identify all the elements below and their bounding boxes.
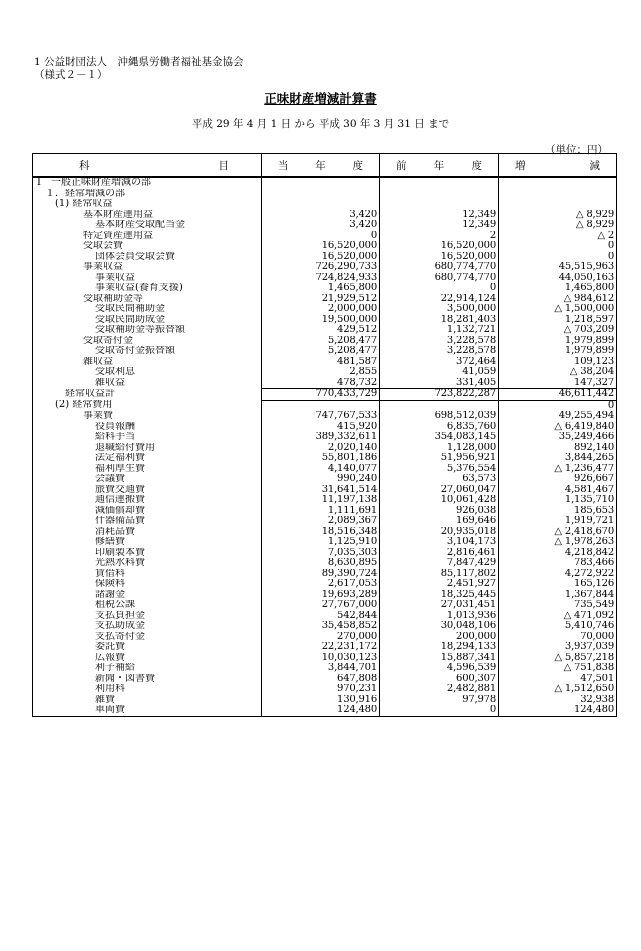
table-row [33,210,617,221]
row-current-value: 7,035,303 [262,548,380,559]
row-previous-value: 3,500,000 [380,304,499,315]
header-previous-2: 年 [433,159,445,172]
table-row [33,389,617,401]
row-current-value: 5,208,477 [262,336,380,347]
row-previous-value: 7,847,429 [380,558,499,569]
row-current-value: 0 [262,231,380,242]
statement-table [32,153,617,717]
row-previous-value: 18,281,403 [380,315,499,326]
table-row [33,642,617,653]
row-current-value: 27,767,000 [262,600,380,611]
row-current-value: 31,641,514 [262,485,380,496]
row-label: 役員報酬 [33,422,262,433]
row-previous-value: 3,228,578 [380,336,499,347]
row-current-value: 22,231,172 [262,642,380,653]
row-change-value: 1,919,721 [499,516,617,527]
table-row [33,432,617,443]
table-row [33,558,617,569]
row-change-value: △ 8,929 [499,220,617,231]
row-label: １．経常増減の部 [33,189,262,200]
header-change [499,154,617,178]
row-current-value: 270,000 [262,632,380,643]
row-previous-value [380,189,499,200]
row-current-value: 478,732 [262,378,380,389]
row-label: 広報費 [33,653,262,664]
table-row [33,663,617,674]
row-change-value: △ 984,612 [499,294,617,305]
row-previous-value: 20,935,018 [380,527,499,538]
table-row [33,516,617,527]
row-label: 修繕費 [33,537,262,548]
row-previous-value: 85,117,802 [380,569,499,580]
row-previous-value: 22,914,124 [380,294,499,305]
row-current-value: 970,231 [262,684,380,695]
row-previous-value: 169,646 [380,516,499,527]
row-previous-value: 723,822,287 [380,389,499,401]
row-label: 事業収益 [33,273,262,284]
row-label: 経常収益計 [33,389,262,401]
row-change-value [499,199,617,210]
row-label: 利用料 [33,684,262,695]
row-previous-value: 354,083,145 [380,432,499,443]
row-change-value: 1,979,899 [499,336,617,347]
table-row [33,357,617,368]
row-change-value: 0 [499,241,617,252]
row-label: (1) 経常収益 [33,199,262,210]
row-previous-value: 12,349 [380,210,499,221]
form-number: （様式２－１） [34,69,108,81]
row-label: 車両費 [33,705,262,716]
table-row [33,378,617,389]
row-previous-value: 2,451,927 [380,579,499,590]
row-label: 福利厚生費 [33,464,262,475]
header-current-2: 年 [315,159,326,172]
row-previous-value: 12,349 [380,220,499,231]
row-previous-value: 3,228,578 [380,346,499,357]
row-change-value: 3,937,039 [499,642,617,653]
row-label: 受取寄付金 [33,336,262,347]
row-current-value [262,199,380,210]
header-previous-3: 度 [471,159,482,172]
row-previous-value: 0 [380,705,499,716]
row-change-value: 1,367,844 [499,590,617,601]
row-current-value: 35,458,852 [262,621,380,632]
row-current-value: 415,920 [262,422,380,433]
row-current-value: 647,808 [262,674,380,685]
table-row [33,453,617,464]
row-label: 特定資産運用益 [33,231,262,242]
row-label: 新聞・図書費 [33,674,262,685]
header-previous-year [380,154,499,178]
row-change-value: 1,979,899 [499,346,617,357]
row-previous-value: 4,596,539 [380,663,499,674]
table-row [33,579,617,590]
table-row [33,705,617,716]
header-change-2: 減 [589,159,600,172]
header-item [33,154,262,178]
row-change-value: 783,466 [499,558,617,569]
table-row [33,283,617,294]
row-change-value: △ 2 [499,231,617,242]
row-previous-value: 331,405 [380,378,499,389]
table-row [33,548,617,559]
row-current-value: 18,516,348 [262,527,380,538]
header-previous-1: 前 [396,159,407,172]
row-label: 雑費 [33,695,262,706]
table-row [33,653,617,664]
row-label: 受取民間補助金 [33,304,262,315]
row-change-value: 185,653 [499,506,617,517]
table-row [33,695,617,706]
row-previous-value: 2,816,461 [380,548,499,559]
document-title-text: 正味財産増減計算書 [264,91,377,106]
row-current-value: 19,500,000 [262,315,380,326]
document-title [0,89,641,107]
row-current-value: 10,030,123 [262,653,380,664]
row-change-value: △ 1,500,000 [499,304,617,315]
row-previous-value: 18,294,133 [380,642,499,653]
row-current-value: 8,630,895 [262,558,380,569]
row-change-value: 49,255,494 [499,411,617,422]
row-current-value: 55,801,186 [262,453,380,464]
table-row [33,464,617,475]
unit-label: （単位：円） [545,144,608,156]
table-row [33,315,617,326]
table-row [33,262,617,273]
row-current-value [262,189,380,200]
table-row [33,367,617,378]
row-previous-value: 41,059 [380,367,499,378]
row-current-value: 2,855 [262,367,380,378]
table-row [33,474,617,485]
table-header-row [33,154,617,178]
table-row [33,569,617,580]
row-change-value: 926,667 [499,474,617,485]
row-label: 雑収益 [33,357,262,368]
row-change-value: 70,000 [499,632,617,643]
table-row [33,495,617,506]
row-change-value: 35,249,466 [499,432,617,443]
row-change-value: 47,501 [499,674,617,685]
table-row [33,189,617,200]
row-previous-value: 16,520,000 [380,241,499,252]
row-previous-value: 18,325,445 [380,590,499,601]
table-row [33,443,617,454]
row-current-value: 3,844,701 [262,663,380,674]
table-row [33,537,617,548]
row-change-value: 1,465,800 [499,283,617,294]
row-label: 支払寄付金 [33,632,262,643]
row-label: 基本財産受取配当金 [33,220,262,231]
table-row [33,273,617,284]
row-label: 受取民間助成金 [33,315,262,326]
row-current-value: 2,000,000 [262,304,380,315]
row-change-value: △ 1,512,650 [499,684,617,695]
row-current-value: 542,844 [262,611,380,622]
table-row [33,485,617,496]
row-label: (2) 経常費用 [33,400,262,411]
row-change-value: △ 2,418,670 [499,527,617,538]
row-change-value: 1,218,597 [499,315,617,326]
row-change-value: △ 38,204 [499,367,617,378]
row-change-value: △ 5,857,218 [499,653,617,664]
table-row [33,674,617,685]
row-current-value: 3,420 [262,220,380,231]
row-current-value: 1,111,691 [262,506,380,517]
header-item-b: 目 [218,159,229,172]
table-row [33,304,617,315]
row-current-value: 2,617,053 [262,579,380,590]
row-previous-value: 926,038 [380,506,499,517]
row-previous-value: 3,104,173 [380,537,499,548]
row-label: 支払負担金 [33,611,262,622]
fiscal-period: 平成 29 年 4 月 1 日 から 平成 30 年 3 月 31 日 まで [191,118,450,130]
row-current-value: 481,587 [262,357,380,368]
row-previous-value: 16,520,000 [380,252,499,263]
row-change-value: △ 6,419,840 [499,422,617,433]
row-label: 諸謝金 [33,590,262,601]
row-current-value: 724,824,933 [262,273,380,284]
row-change-value: 735,549 [499,600,617,611]
row-current-value: 2,020,140 [262,443,380,454]
row-current-value: 1,465,800 [262,283,380,294]
row-label: 賃借料 [33,569,262,580]
row-change-value: △ 703,209 [499,325,617,336]
row-current-value: 990,240 [262,474,380,485]
row-label: 保険料 [33,579,262,590]
row-previous-value: 97,978 [380,695,499,706]
row-previous-value: 372,464 [380,357,499,368]
table-row [33,611,617,622]
row-change-value: 109,123 [499,357,617,368]
row-change-value: 46,611,442 [499,389,617,401]
table-row [33,422,617,433]
row-current-value: 89,390,724 [262,569,380,580]
row-change-value: △ 471,092 [499,611,617,622]
row-label: 事業収益(養育支援) [33,283,262,294]
table-row [33,231,617,242]
row-previous-value: 1,128,000 [380,443,499,454]
row-change-value: 165,126 [499,579,617,590]
row-label: 委託費 [33,642,262,653]
row-label: 印刷製本費 [33,548,262,559]
row-current-value [262,177,380,189]
row-change-value: △ 751,838 [499,663,617,674]
row-previous-value: 680,774,770 [380,262,499,273]
row-label: 退職給付費用 [33,443,262,454]
table-body [33,177,617,716]
row-label: 通信運搬費 [33,495,262,506]
row-current-value: 5,208,477 [262,346,380,357]
row-change-value: 0 [499,252,617,263]
row-previous-value: 0 [380,283,499,294]
row-previous-value: 27,060,047 [380,485,499,496]
row-previous-value: 51,956,921 [380,453,499,464]
row-previous-value: 600,307 [380,674,499,685]
table-row [33,241,617,252]
row-label: 事業収益 [33,262,262,273]
row-current-value: 130,916 [262,695,380,706]
row-current-value: 2,089,367 [262,516,380,527]
row-label: 会議費 [33,474,262,485]
row-label: 光熱水料費 [33,558,262,569]
row-current-value: 19,693,289 [262,590,380,601]
table-row [33,527,617,538]
row-previous-value: 1,132,721 [380,325,499,336]
header-current-year [262,154,380,178]
row-label: 支払助成金 [33,621,262,632]
row-previous-value: 30,048,106 [380,621,499,632]
table-row [33,336,617,347]
table-row [33,600,617,611]
table-row [33,177,617,189]
row-label: 基本財産運用益 [33,210,262,221]
row-label: 消耗品費 [33,527,262,538]
row-change-value: 0 [499,400,617,411]
row-current-value: 21,929,512 [262,294,380,305]
table-row [33,632,617,643]
table-row [33,621,617,632]
row-current-value: 747,767,533 [262,411,380,422]
row-current-value: 1,125,910 [262,537,380,548]
row-current-value [262,400,380,411]
table-row [33,199,617,210]
row-current-value: 16,520,000 [262,252,380,263]
row-change-value: 4,218,842 [499,548,617,559]
row-label: 受取利息 [33,367,262,378]
row-previous-value [380,400,499,411]
row-previous-value: 2,482,881 [380,684,499,695]
row-change-value: 892,140 [499,443,617,454]
table-row [33,506,617,517]
table-row [33,252,617,263]
row-label: 団体会員受取会費 [33,252,262,263]
row-label: 租税公課 [33,600,262,611]
row-change-value: 1,135,710 [499,495,617,506]
row-current-value: 429,512 [262,325,380,336]
row-previous-value: 2 [380,231,499,242]
row-label: 減価償却費 [33,506,262,517]
row-previous-value: 27,031,451 [380,600,499,611]
row-previous-value: 63,573 [380,474,499,485]
row-change-value: △ 8,929 [499,210,617,221]
header-item-a: 科 [79,159,90,172]
row-change-value: △ 1,978,263 [499,537,617,548]
row-change-value: 3,844,265 [499,453,617,464]
table-row [33,400,617,411]
row-change-value: 124,480 [499,705,617,716]
row-change-value [499,189,617,200]
row-label: 受取寄付金振替額 [33,346,262,357]
row-label: 利子補給 [33,663,262,674]
table-row [33,325,617,336]
row-label: Ⅰ 一般正味財産増減の部 [33,177,262,189]
row-previous-value: 200,000 [380,632,499,643]
row-change-value: 44,050,163 [499,273,617,284]
table-row [33,684,617,695]
row-label: 事業費 [33,411,262,422]
row-change-value: 32,938 [499,695,617,706]
row-label: 旅費交通費 [33,485,262,496]
table-row [33,411,617,422]
row-previous-value: 10,061,428 [380,495,499,506]
header-change-1: 増 [515,159,526,172]
organization-name: 1 公益財団法人 沖縄県労働者福祉基金協会 [34,56,244,68]
row-label: 給料手当 [33,432,262,443]
table-row [33,590,617,601]
row-change-value: 4,581,467 [499,485,617,496]
row-previous-value: 680,774,770 [380,273,499,284]
table-row [33,220,617,231]
row-label: 法定福利費 [33,453,262,464]
row-current-value: 3,420 [262,210,380,221]
row-current-value: 124,480 [262,705,380,716]
row-change-value [499,177,617,189]
row-previous-value [380,199,499,210]
row-current-value: 389,332,611 [262,432,380,443]
row-label: 受取会費 [33,241,262,252]
row-change-value: 5,410,746 [499,621,617,632]
row-label: 雑収益 [33,378,262,389]
row-previous-value: 698,512,039 [380,411,499,422]
row-change-value: △ 1,236,477 [499,464,617,475]
row-current-value: 11,197,138 [262,495,380,506]
row-previous-value: 1,013,936 [380,611,499,622]
table-row [33,346,617,357]
table-row [33,294,617,305]
row-label: 受取補助金等 [33,294,262,305]
row-current-value: 726,290,733 [262,262,380,273]
row-current-value: 770,433,729 [262,389,380,401]
header-current-1: 当 [278,159,289,172]
row-previous-value: 5,376,554 [380,464,499,475]
row-previous-value: 15,887,341 [380,653,499,664]
row-label: 受取補助金等振替額 [33,325,262,336]
row-current-value: 16,520,000 [262,241,380,252]
row-previous-value: 6,835,760 [380,422,499,433]
row-change-value: 45,515,963 [499,262,617,273]
row-change-value: 147,327 [499,378,617,389]
row-previous-value [380,177,499,189]
row-label: 什器備品費 [33,516,262,527]
header-current-3: 度 [352,159,363,172]
row-change-value: 4,272,922 [499,569,617,580]
row-current-value: 4,140,077 [262,464,380,475]
